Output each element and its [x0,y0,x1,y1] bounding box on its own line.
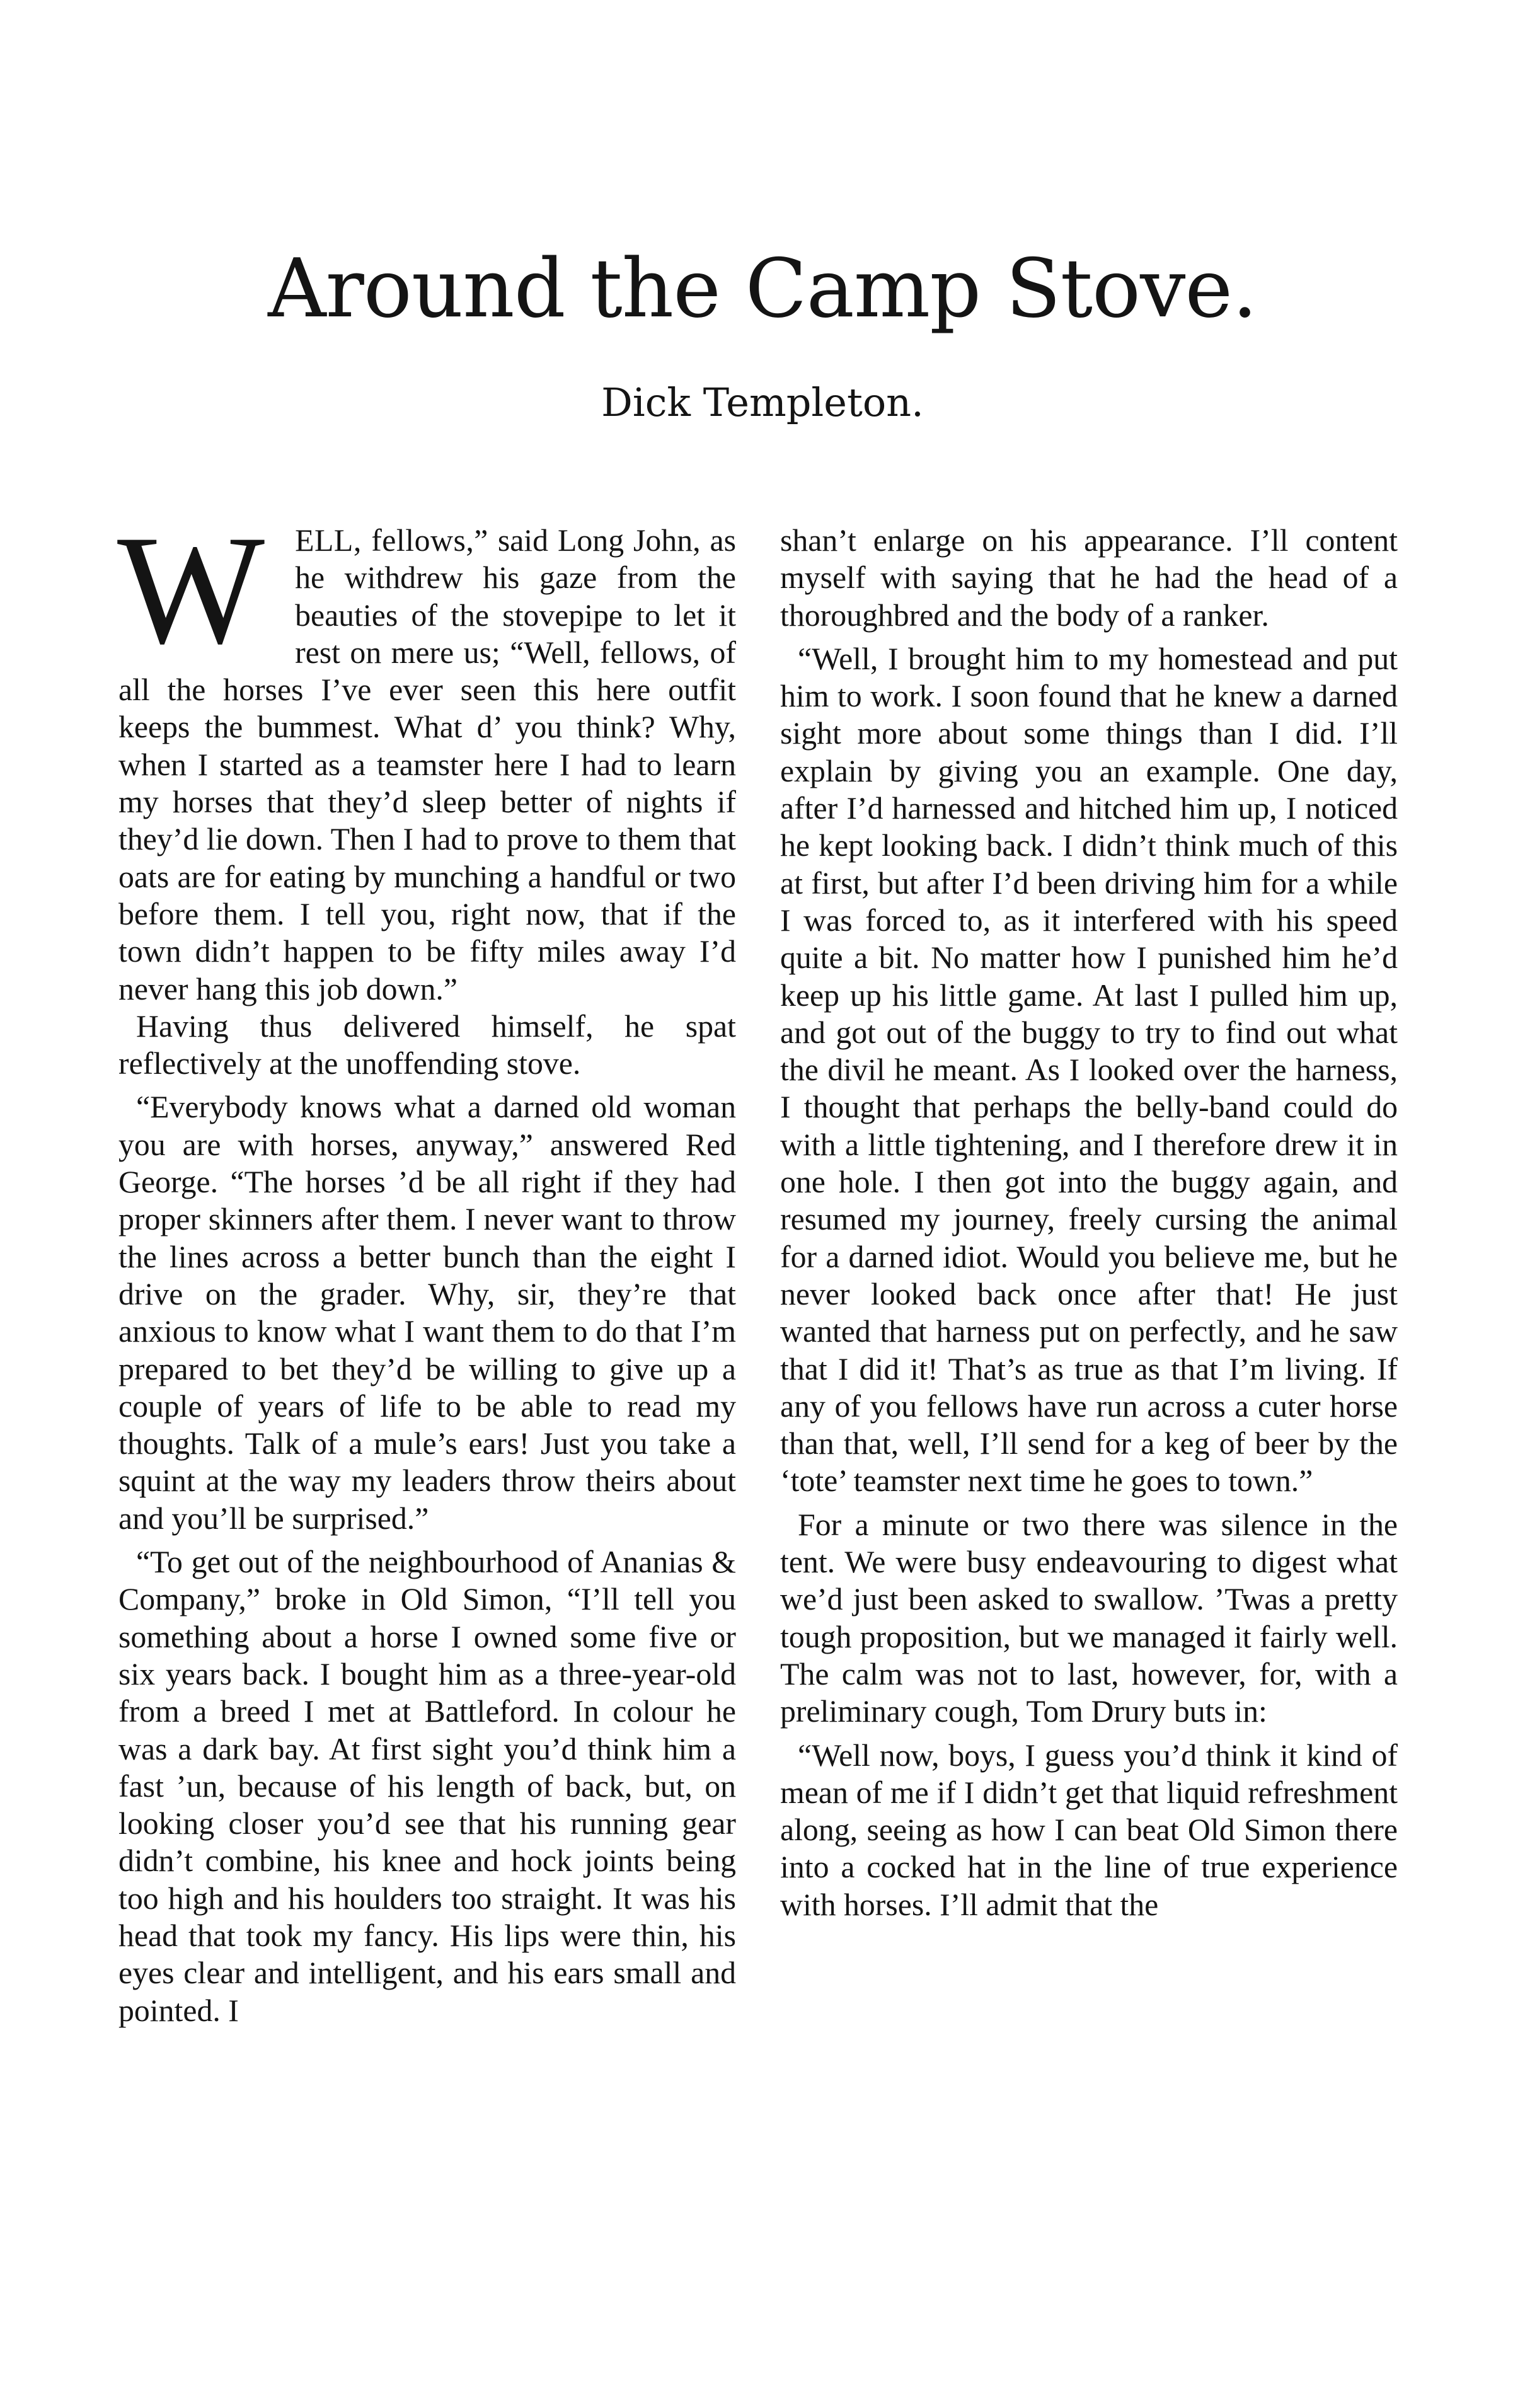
left-column [117,503,736,2029]
paragraph-4: “To get out of the neighbourhood of Ananias & Company,” broke in Old Simon, “I’ll tell you something about a horse I owned some five or six years back. I bought him as a three-year-old from a breed I met at Battleford. In colour he was a dark bay. At first sight you’d think him a fast ’un, because of his length of back, but, on looking closer you’d see that his running gear didn’t combine, his knee and hock joints being too high and his houlders too straight. It was his head that took my fancy. His lips were thin, his eyes clear and intelligent, and his ears small and pointed. I [118,1545,736,2028]
paragraph-1 [117,503,736,1008]
paragraph-2: Having thus delivered himself, he spat reflectively at the unoffending stove. [118,1008,736,1081]
paragraph-3: “Everybody knows what a darned old woman you are with horses, anyway,” answered Red George. “The horses ’d be all right if they had proper skinners after them. I never want to throw the lines across a better bunch than the eight I drive on the grader. Why, sir, they’re that anxious to know what I want them to do that I’m prepared to bet they’d be willing to give up a couple of years of life to be able to read my thoughts. Talk of a mule’s ears! Just you take a squint at the way my leaders throw theirs about and you’ll be surprised.” [118,1090,736,1536]
paragraph-5: shan’t enlarge on his appearance. I’ll content myself with saying that he had the head of a thoroughbred and the body of a ranker. [780,523,1398,633]
right-column [780,522,1398,1923]
author-byline: Dick Templeton. [601,379,924,425]
paragraph-6: “Well, I brought him to my homestead and put him to work. I soon found that he knew a darned sight more about some things than I did. I’ll explain by giving you an example. One day, after I’d harnessed and hitched him up, I noticed he kept looking back. I didn’t think much of this at first, but after I’d been driving him for a while I was forced to, as it interfered with his speed quite a bit. No matter how I punished him he’d keep up his little game. At last I pulled him up, and got out of the buggy to try to find out what the divil he meant. As I looked over the harness, I thought that perhaps the belly-band could do with a little tightening, and I therefore drew it in one hole. I then got into the buggy again, and resumed my journey, freely cursing the animal for a darned idiot. Would you believe me, but he never looked back once after that! He just wanted that harness put on perfectly, and he saw that I did it! That’s as true as that I’m living. If any of you fellows have run across a cuter horse than that, well, I’ll send for a keg of beer by the ‘tote’ teamster next time he goes to town.” [780,641,1398,1499]
paragraph-7: For a minute or two there was silence in the tent. We were busy endeavouring to digest what we’d just been asked to swallow. ’Twas a pretty tough proposition, but we managed it fairly well. The calm was not to last, however, for, with a preliminary cough, Tom Drury buts in: [780,1507,1398,1729]
paragraph-1-text: said Long John, as he withdrew his gaze from the beauties of the stovepipe to let it rest on mere us; “Well, fellows, of all the horses I’ve ever seen this here outfit keeps the bummest. What d’ you think? Why, when I started as a teamster here I had to learn my horses that they’d sleep better of nights if they’d lie down. Then I had to prove to them that oats are for eating by munching a handful or two before them. I tell you, right now, that if the town didn’t happen to be fifty miles away I’d never hang this job down.” [118,523,736,1006]
paragraph-8: “Well now, boys, I guess you’d think it kind of mean of me if I didn’t get that liquid refreshment along, seeing as how I can beat Old Simon there into a cocked hat in the line of true experience with horses. I’ll admit that the [780,1737,1398,1922]
drop-cap: W [117,503,265,676]
page-title: Around the Camp Stove. [268,242,1257,336]
lead-in-text: ELL, fellows,” [295,523,488,558]
